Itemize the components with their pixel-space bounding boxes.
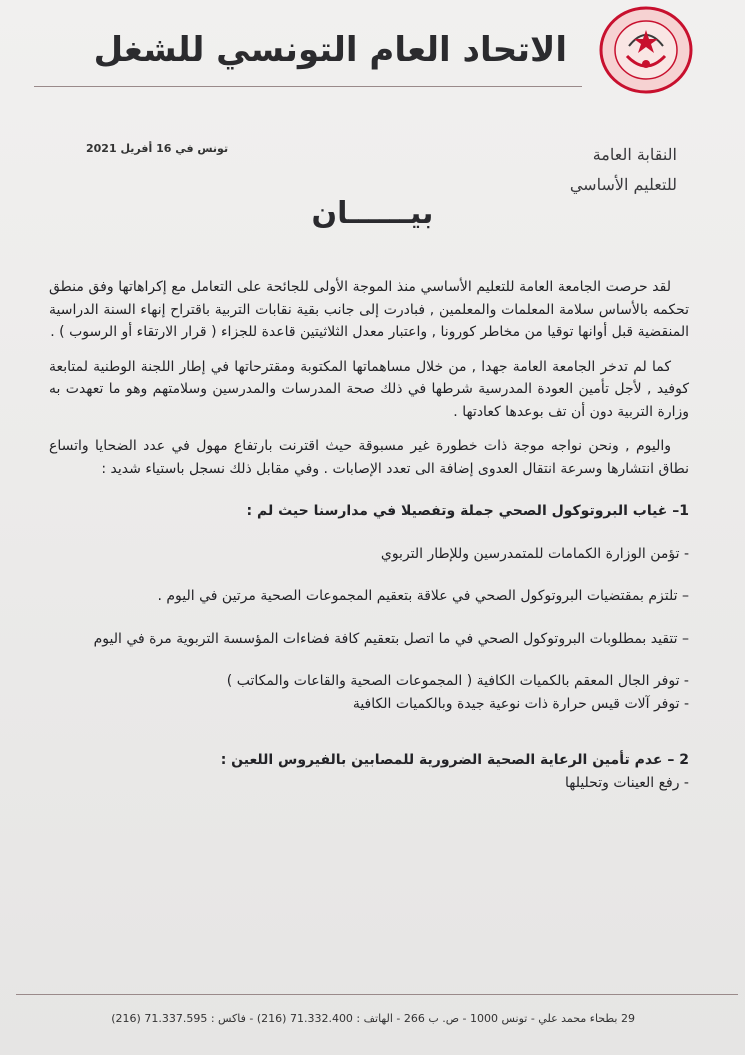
union-logo-icon xyxy=(599,6,693,94)
section-2-heading: 2 – عدم تأمين الرعاية الصحية الضرورية للمصابين بالفيروس اللعين : xyxy=(220,752,689,768)
list-item: - تؤمن الوزارة الكمامات للمتمدرسين وللإطار التربوي xyxy=(380,545,689,562)
document-title: بيــــــان xyxy=(311,196,434,231)
footer-address: 29 بطحاء محمد علي - تونس 1000 - ص. ب 266 - الهاتف : 71.332.400 (216) - فاكس : 71.337.595 (216) xyxy=(111,1012,635,1025)
sender-block xyxy=(570,140,677,200)
header-divider xyxy=(34,86,582,87)
union-name-heading: الاتحاد العام التونسي للشغل xyxy=(93,30,567,70)
paragraph-1: لقد حرصت الجامعة العامة للتعليم الأساسي منذ الموجة الأولى للجائحة على التعامل مع إكراهاتها وفق منطق تحكمه بالأساس سلامة المعلمات والمعلمين , فبادرت إلى جانب بقية نقابات التربية باقتراح إنهاء السنة الدراسية المنقضية قبل أوانها توقيا من مخاطر كورونا , واعتبار معدل الثلاثيتين قاعدة للجزاء ( قرار الارتقاء أو الرسوب ) . xyxy=(49,279,689,340)
statement-body xyxy=(49,276,689,794)
footer-divider xyxy=(16,994,738,995)
list-item: – تلتزم بمقتضيات البروتوكول الصحي في علاقة بتعقيم المجموعات الصحية مرتين في اليوم . xyxy=(157,588,689,604)
paragraph-2: كما لم تدخر الجامعة العامة جهدا , من خلال مساهماتها المكتوبة ومقترحاتها في إطار اللجنة الوطنية لمتابعة كوفيد , لأجل تأمين العودة المدرسية شرطها في ذلك صحة المدرسات والمدرسين وسلامتهم وهو ما تعهدت به وزارة التربية دون أن تف بوعدها كعادتها . xyxy=(49,358,689,420)
paragraph-3: واليوم , ونحن نواجه موجة ذات خطورة غير مسبوقة حيث اقترنت بارتفاع مهول في عدد الضحايا واتساع نطاق انتشارها وسرعة انتقال العدوى إضافة الى تعدد الإصابات . وفي مقابل ذلك نسجل باستياء شديد : xyxy=(49,438,689,477)
list-item: - توفر آلات قيس حرارة ذات نوعية جيدة وبالكميات الكافية xyxy=(352,695,689,712)
section-1-heading: 1– غياب البروتوكول الصحي جملة وتفصيلا في مدارسنا حيث لم : xyxy=(246,503,689,519)
sender-line-2: للتعليم الأساسي xyxy=(569,175,677,194)
sender-line-1: النقابة العامة xyxy=(592,145,677,164)
letter-date: تونس في 16 أفريل 2021 xyxy=(86,142,229,155)
list-item: - رفع العينات وتحليلها xyxy=(564,774,689,791)
list-item: - توفر الجال المعقم بالكميات الكافية ( المجموعات الصحية والقاعات والمكاتب ) xyxy=(226,673,689,689)
list-item: – تتقيد بمطلوبات البروتوكول الصحي في ما اتصل بتعقيم كافة فضاءات المؤسسة التربوية مرة في اليوم xyxy=(93,630,689,647)
